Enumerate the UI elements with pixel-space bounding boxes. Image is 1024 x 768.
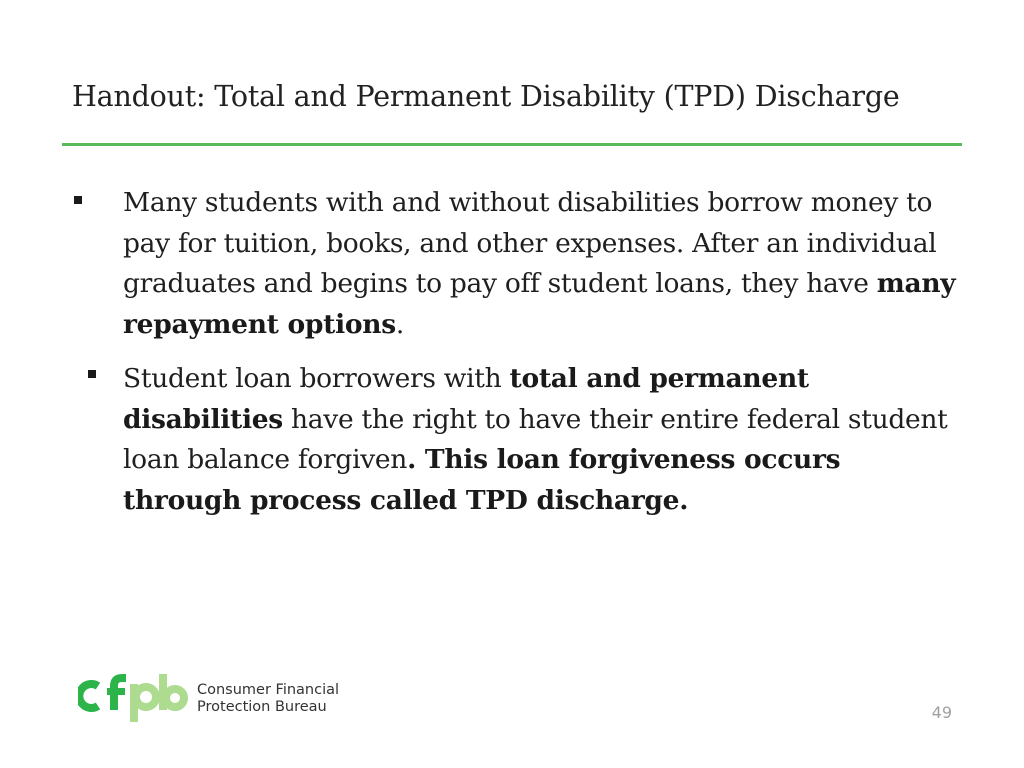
bullet-emphasis: total and permanent disabilities <box>123 363 809 435</box>
bullet-text: Many students with and without disabilities borrow money to pay for tuition, books, and other expenses. After an individual graduates and begins to pay off student loans, they have <box>123 187 937 299</box>
org-name <box>197 682 339 716</box>
bullet-emphasis: . This loan forgiveness occurs through process called TPD discharge. <box>123 444 841 516</box>
bullet-item <box>123 359 963 521</box>
bullet-text: . <box>395 308 404 340</box>
bullet-text: Student loan borrowers with <box>123 363 510 394</box>
bullet-item <box>123 183 963 345</box>
cfpb-logo <box>78 672 338 728</box>
slide-title: Handout: Total and Permanent Disability (TPD) Discharge <box>72 80 900 113</box>
bullet-text: have the right to have their entire federal student loan balance forgiven <box>123 403 948 475</box>
bullet-marker-icon <box>88 370 96 378</box>
cfpb-logo-icon <box>78 672 188 728</box>
org-name-line1: Consumer Financial <box>197 682 340 698</box>
page-number: 49 <box>931 703 952 722</box>
org-name-line2: Protection Bureau <box>197 699 327 715</box>
bullet-marker-icon <box>74 196 82 204</box>
title-divider <box>62 143 962 146</box>
bullet-emphasis: many repayment options <box>123 268 956 340</box>
